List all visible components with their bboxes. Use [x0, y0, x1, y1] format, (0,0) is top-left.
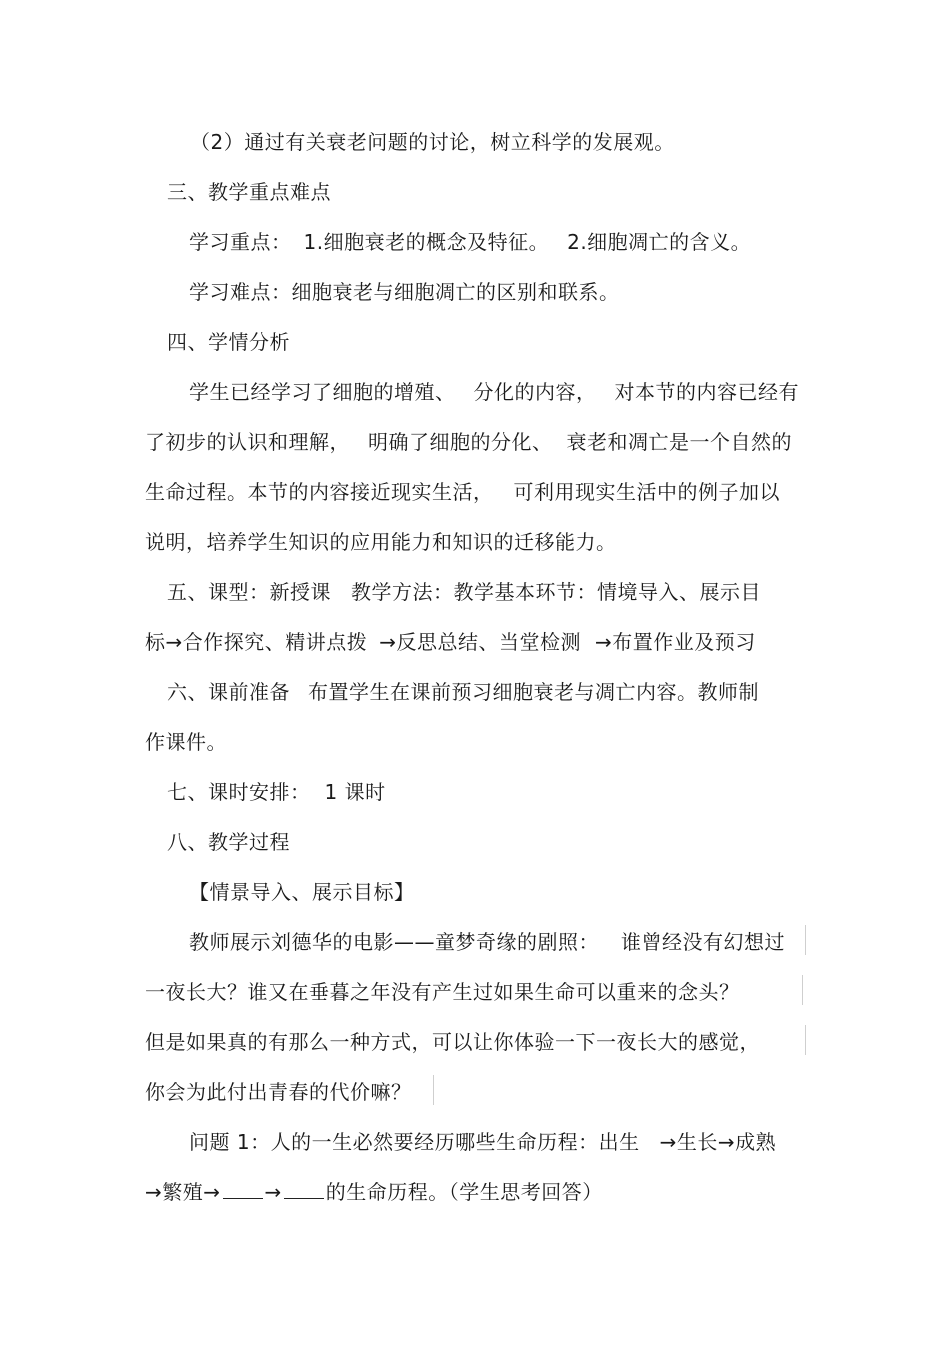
text-line: 作课件。	[145, 730, 227, 754]
text-span: 七、课时安排：	[167, 780, 311, 804]
text-line: 学习难点：细胞衰老与细胞凋亡的区别和联系。	[189, 280, 620, 304]
text-line: 一夜长大？谁又在垂暮之年没有产生过如果生命可以重来的念头？	[145, 980, 740, 1004]
text-line	[167, 780, 386, 804]
text-span: 学生已经学习了细胞的增殖、	[189, 380, 456, 404]
text-span: 生命过程。本节的内容接近现实生活，	[145, 480, 494, 504]
text-span: 教师展示刘德华的电影——童梦奇缘的剧照：	[189, 930, 599, 954]
margin-rule	[433, 1075, 434, 1105]
fill-blank	[284, 1180, 324, 1199]
text-line	[145, 1180, 603, 1204]
text-span: 1.细胞衰老的概念及特征。	[303, 230, 550, 254]
section-heading: 四、学情分析	[167, 330, 290, 354]
text-span: 衰老和凋亡是一个自然的	[566, 430, 792, 454]
text-span: 对本节的内容已经有	[614, 380, 799, 404]
text-line: 说明，培养学生知识的应用能力和知识的迁移能力。	[145, 530, 617, 554]
text-line	[145, 630, 756, 654]
text-span: 五、课型：新授课	[167, 580, 331, 604]
text-line	[189, 1130, 776, 1154]
text-span: 六、课前准备	[167, 680, 290, 704]
text-span: 标→合作探究、精讲点拨	[145, 630, 368, 654]
text-line	[189, 380, 799, 404]
text-line	[145, 480, 780, 504]
text-span: 谁曾经没有幻想过	[621, 930, 785, 954]
subsection-heading: 【情景导入、展示目标】	[189, 880, 415, 904]
text-span: 可利用现实生活中的例子加以	[513, 480, 780, 504]
text-span: →布置作业及预习	[595, 630, 756, 654]
text-line	[189, 230, 751, 254]
margin-rule	[805, 1025, 806, 1055]
text-line	[167, 580, 761, 604]
text-line: 但是如果真的有那么一种方式，可以让你体验一下一夜长大的感觉，	[145, 1030, 760, 1054]
text-span: 2.细胞凋亡的含义。	[567, 230, 752, 254]
margin-rule	[805, 925, 806, 955]
text-span: 分化的内容，	[473, 380, 597, 404]
section-heading: 三、教学重点难点	[167, 180, 331, 204]
text-span: 布置学生在课前预习细胞衰老与凋亡内容。教师制	[308, 680, 759, 704]
text-line: （2）通过有关衰老问题的讨论，树立科学的发展观。	[190, 130, 675, 154]
margin-rule	[802, 975, 803, 1005]
fill-blank	[223, 1180, 263, 1199]
text-line	[189, 930, 785, 954]
text-span: 学习重点：	[189, 230, 292, 254]
text-span: 1 课时	[324, 780, 386, 804]
text-span: →	[264, 1180, 282, 1204]
text-line: 你会为此付出青春的代价嘛？	[145, 1080, 412, 1104]
text-span: 明确了细胞的分化、	[368, 430, 553, 454]
text-span: →繁殖→	[145, 1180, 221, 1204]
section-heading: 八、教学过程	[167, 830, 290, 854]
text-span: 教学方法：教学基本环节：情境导入、展示目	[351, 580, 761, 604]
text-line	[167, 680, 759, 704]
text-span: 的生命历程。（学生思考回答）	[325, 1180, 603, 1204]
text-span: →生长→成熟	[659, 1130, 777, 1154]
text-line	[145, 430, 792, 454]
text-span: →反思总结、当堂检测	[379, 630, 582, 654]
text-span: 问题 1：人的一生必然要经历哪些生命历程：出生	[189, 1130, 640, 1154]
text-span: 了初步的认识和理解，	[145, 430, 350, 454]
